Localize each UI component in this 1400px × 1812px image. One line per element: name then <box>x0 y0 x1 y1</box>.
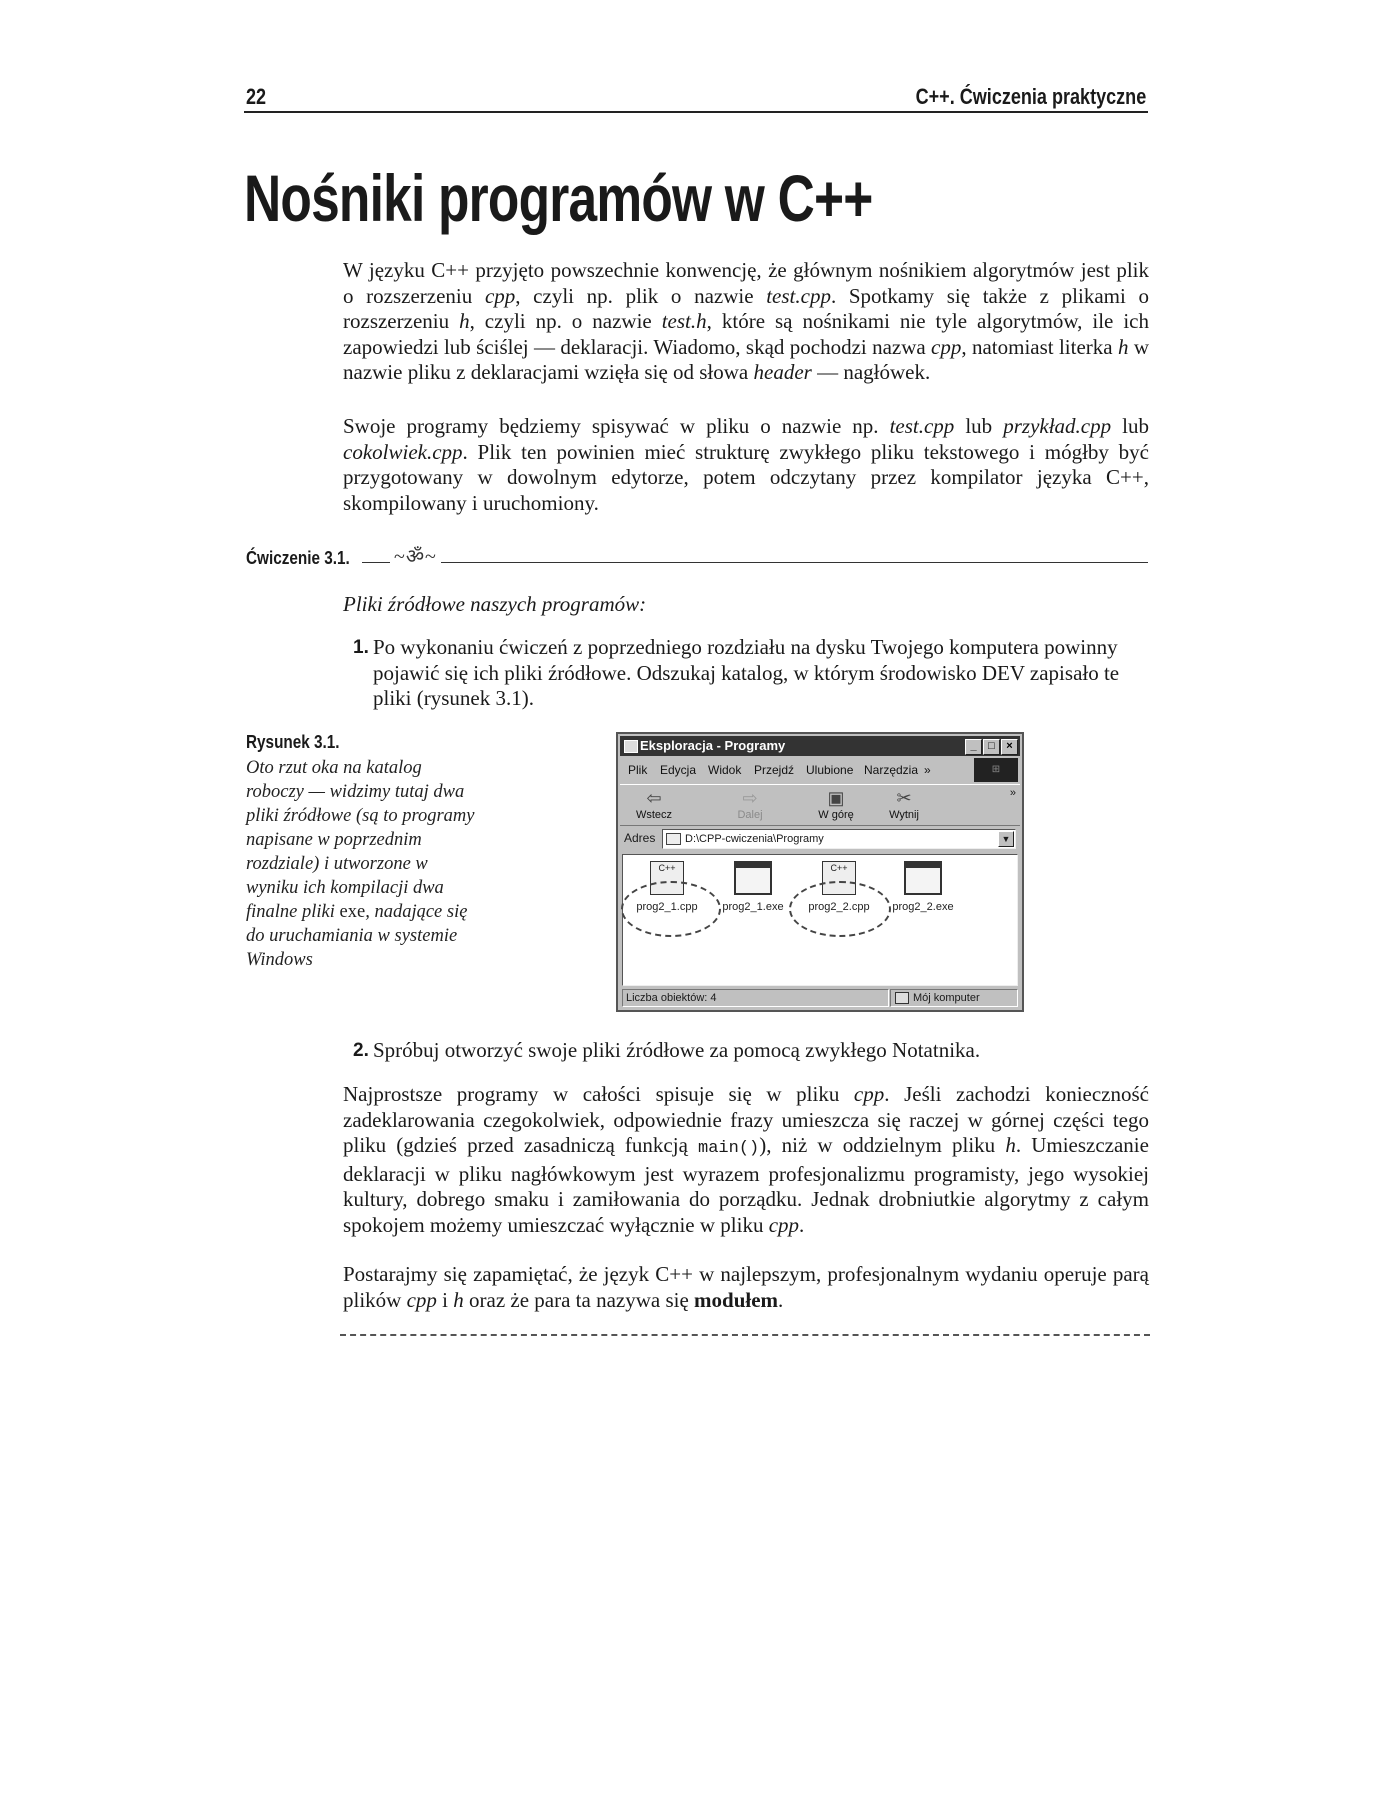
back-arrow-icon: ⇦ <box>646 788 662 808</box>
menu-go[interactable]: Przejdź <box>754 763 795 777</box>
close-icon[interactable]: × <box>1001 739 1018 755</box>
exercise-step-1 <box>343 635 1149 712</box>
step-number: 1. <box>353 637 369 658</box>
menu-favorites[interactable]: Ulubione <box>806 763 854 777</box>
address-field[interactable]: D:\CPP-cwiczenia\Programy ▼ <box>662 829 1016 849</box>
figure-caption: Oto rzut oka na katalog roboczy — widzimy tutaj dwa pliki źródłowe (są to programy napisane w poprzednim rozdziale) i utworzone w wyniku ich kompilacji dwa finalne pliki exe, nadające się do uruchamiania w systemie Windows <box>246 758 475 970</box>
toolbar-more-chevron-icon[interactable]: » <box>1009 787 1016 799</box>
exercise-label: Ćwiczenie 3.1. <box>246 548 350 568</box>
chapter-title: Nośniki programów w C++ <box>244 161 873 235</box>
toolbar <box>620 784 1020 826</box>
highlight-ellipse <box>621 881 721 937</box>
forward-arrow-icon: ⇨ <box>742 788 758 808</box>
paragraph-intro: W języku C++ przyjęto powszechnie konwencję, że głównym nośnikiem algorytmów jest plik o rozszerzeniu cpp, czyli np. plik o nazwie test.cpp. Spotkamy się także z plikami o rozszerzeniu h, czyli np. o nazwie test.h, które są nośnikami nie tyle algorytmów, ile ich zapowiedzi lub ściślej — deklaracji. Wiadomo, skąd pochodzi nazwa cpp, natomiast literka h w nazwie pliku z deklaracjami wzięła się od słowa header — nagłówek. <box>343 258 1149 385</box>
file-item[interactable]: prog2_2.exe <box>881 861 965 913</box>
menu-tools[interactable]: Narzędzia <box>864 763 919 777</box>
figure-label: Rysunek 3.1. <box>246 732 340 752</box>
forward-button[interactable]: ⇨ Dalej <box>720 787 780 821</box>
highlight-ellipse <box>789 881 891 937</box>
paragraph-file-naming: Swoje programy będziemy spisywać w pliku o nazwie np. test.cpp lub przykład.cpp lub cokolwiek.cpp. Plik ten powinien mieć strukturę zwykłego pliku tekstowego i mógłby być przygotowany w dowolnym edytorze, potem odczytany przez kompilator języka C++, skompilowany i uruchomiony. <box>343 414 1149 515</box>
window-titlebar[interactable] <box>620 736 1020 756</box>
folder-icon <box>666 833 681 845</box>
window-title: Eksploracja - Programy <box>640 738 786 753</box>
menu-view[interactable]: Widok <box>708 763 742 777</box>
exe-file-icon <box>904 861 942 895</box>
windows-logo-icon: ⊞ <box>974 758 1018 782</box>
status-object-count: Liczba obiektów: 4 <box>622 989 889 1007</box>
address-bar <box>620 827 1020 851</box>
step-text: Po wykonaniu ćwiczeń z poprzedniego rozdziału na dysku Twojego komputera powinny pojawić się ich pliki źródłowe. Odszukaj katalog, w którym środowisko DEV zapisało te pliki (rysunek 3.1). <box>373 635 1120 711</box>
file-item[interactable]: prog2_1.exe <box>711 861 795 913</box>
address-label: Adres <box>624 831 656 845</box>
exercise-rule <box>362 562 1148 563</box>
exercise-step-2 <box>343 1038 1149 1064</box>
window-app-icon <box>624 740 638 753</box>
page-number: 22 <box>246 84 267 109</box>
up-button[interactable]: ▣ W górę <box>806 787 866 821</box>
explorer-window <box>616 732 1024 1012</box>
step-text: Spróbuj otworzyć swoje pliki źródłowe za pomocą zwykłego Notatnika. <box>373 1038 981 1062</box>
scissors-icon: ✂ <box>896 788 912 808</box>
file-list <box>622 854 1018 986</box>
menu-bar <box>620 758 1020 782</box>
computer-icon <box>895 992 909 1004</box>
paragraph-module: Postarajmy się zapamiętać, że język C++ w najlepszym, profesjonalnym wydaniu operuje parą plików cpp i h oraz że para ta nazywa się modułem. <box>343 1262 1149 1312</box>
exercise-lead: Pliki źródłowe naszych programów: <box>343 592 647 616</box>
section-end-rule <box>340 1334 1150 1336</box>
file-item[interactable]: C++ prog2_2.cpp <box>808 863 870 913</box>
header-rule <box>244 111 1148 113</box>
exe-file-icon <box>734 861 772 895</box>
cpp-file-icon: C++ <box>822 861 856 895</box>
exercise-ornament-icon: ~ॐ~ <box>390 542 441 569</box>
address-dropdown-icon[interactable]: ▼ <box>998 831 1014 847</box>
running-header-title: C++. Ćwiczenia praktyczne <box>915 84 1146 109</box>
back-button[interactable]: ⇦ Wstecz <box>624 787 684 821</box>
file-item[interactable]: C++ prog2_1.cpp <box>636 863 698 913</box>
menu-edit[interactable]: Edycja <box>660 763 697 777</box>
cpp-file-icon: C++ <box>650 861 684 895</box>
step-number: 2. <box>353 1040 369 1061</box>
menu-file[interactable]: Plik <box>628 763 648 777</box>
paragraph-declarations: Najprostsze programy w całości spisuje się w pliku cpp. Jeśli zachodzi konieczność zadeklarowania czegokolwiek, odpowiednie frazy umieszcza się raczej w górnej części tego pliku (gdzieś przed zasadniczą funkcją main()), niż w oddzielnym pliku h. Umieszczanie deklaracji w pliku nagłówkowym jest wyrazem profesjonalizmu programisty, jego wysokiej kultury, dobrego smaku i zamiłowania do porządku. Jednak drobniutkie algorytmy z całym spokojem możemy umieszczać wyłącznie w pliku cpp. <box>343 1082 1149 1237</box>
minimize-icon[interactable]: _ <box>965 739 982 755</box>
status-bar <box>620 988 1020 1008</box>
folder-up-icon: ▣ <box>827 788 845 808</box>
status-location: Mój komputer <box>890 989 1018 1007</box>
cut-button[interactable]: ✂ Wytnij <box>874 787 934 821</box>
maximize-icon[interactable]: □ <box>983 739 1000 755</box>
menu-more-chevron-icon[interactable]: » <box>924 763 931 777</box>
